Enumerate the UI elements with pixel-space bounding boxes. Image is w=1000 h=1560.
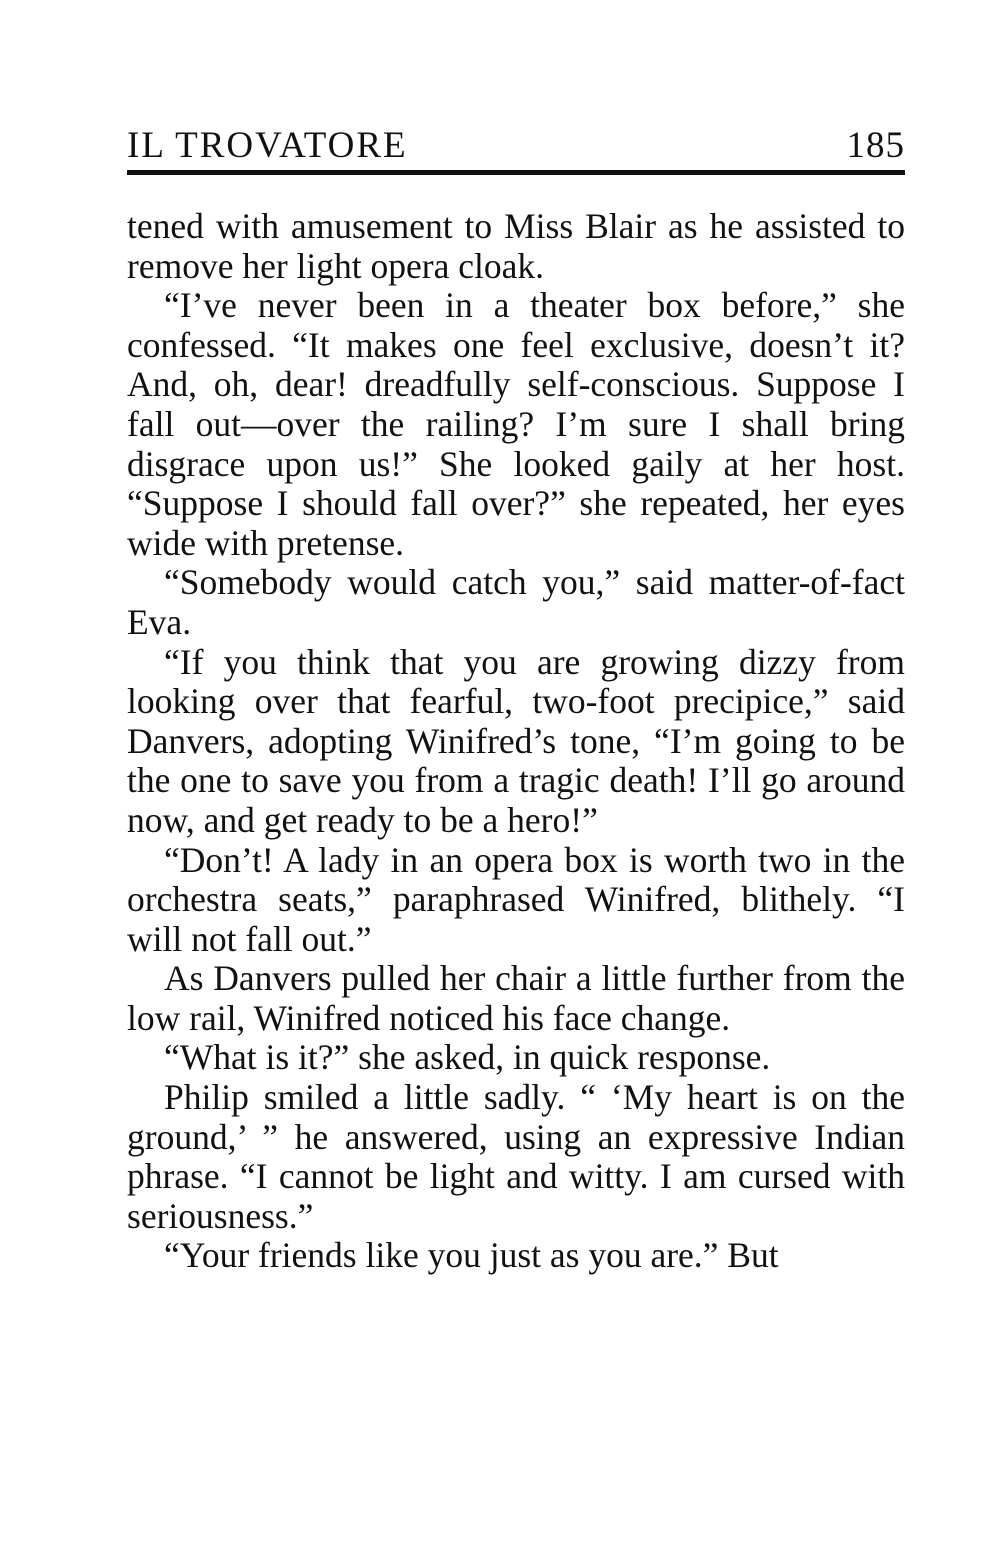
running-title: IL TROVATORE	[127, 125, 408, 166]
running-head	[127, 118, 905, 175]
paragraph: “I’ve never been in a theater box before,” she confessed. “It makes one feel exclusive, doesn’t it? And, oh, dear! dreadfully self-conscious. Suppose I fall out—over the railing? I’m sure I shall bring disgrace upon us!” She looked gaily at her host. “Suppose I should fall over?” she repeated, her eyes wide with pretense.	[127, 285, 905, 563]
page-number: 185	[846, 125, 905, 166]
paragraph: “Your friends like you just as you are.” But	[164, 1235, 779, 1276]
paragraph: Philip smiled a little sadly. “ ‘My heart is on the ground,’ ” he answered, using an expressive Indian phrase. “I cannot be light and witty. I am cursed with seriousness.”	[127, 1077, 905, 1236]
paragraph: “If you think that you are growing dizzy from looking over that fearful, two-foot precipice,” said Danvers, adopting Winifred’s tone, “I’m going to be the one to save you from a tragic death! I’ll go around now, and get ready to be a hero!”	[127, 641, 905, 840]
paragraph: “Don’t! A lady in an opera box is worth two in the orchestra seats,” paraphrased Winifred, blithely. “I will not fall out.”	[127, 839, 905, 959]
book-page	[127, 118, 905, 1276]
paragraph: “What is it?” she asked, in quick response.	[164, 1037, 771, 1078]
body-text	[127, 207, 905, 1276]
paragraph-continued: tened with amusement to Miss Blair as he assisted to remove her light opera cloak.	[127, 206, 905, 286]
paragraph: “Somebody would catch you,” said matter-of-fact Eva.	[127, 562, 905, 642]
paragraph: As Danvers pulled her chair a little further from the low rail, Winifred noticed his face change.	[127, 958, 905, 1038]
